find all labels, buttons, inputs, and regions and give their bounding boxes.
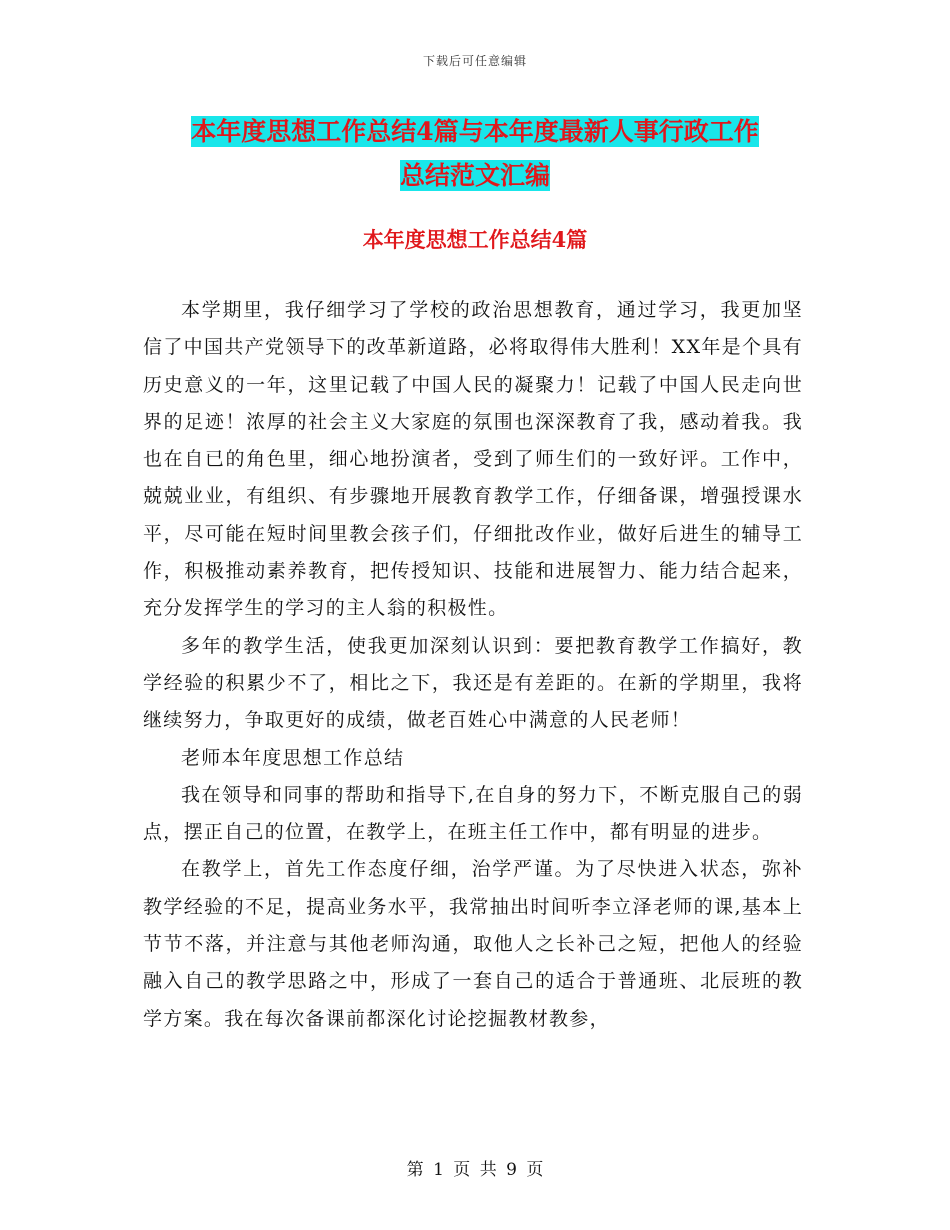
section-title: 本年度思想工作总结4篇 <box>362 227 588 252</box>
document-title-line-1: 本年度思想工作总结4篇与本年度最新人事行政工作 <box>191 117 759 146</box>
document-title <box>0 110 950 198</box>
document-body <box>143 292 803 1038</box>
paragraph: 多年的教学生活，使我更加深刻认识到：要把教育教学工作搞好，教学经验的积累少不了，相比之下，我还是有差距的。在新的学期里，我将继续努力，争取更好的成绩，做老百姓心中满意的人民老师！ <box>143 634 803 732</box>
paragraph: 本学期里，我仔细学习了学校的政治思想教育，通过学习，我更加坚信了中国共产党领导下的改革新道路，必将取得伟大胜利！XX年是个具有历史意义的一年，这里记载了中国人民的凝聚力！记载了中国人民走向世界的足迹！浓厚的社会主义大家庭的氛围也深深教育了我，感动着我。我也在自已的角色里，细心地扮演者，受到了师生们的一致好评。工作中，兢兢业业，有组织、有步骤地开展教育教学工作，仔细备课，增强授课水平，尽可能在短时间里教会孩子们，仔细批改作业，做好后进生的辅导工作，积极推动素养教育，把传授知识、技能和进展智力、能力结合起来，充分发挥学生的学习的主人翁的积极性。 <box>143 299 803 620</box>
paragraph: 在教学上，首先工作态度仔细，治学严谨。为了尽快进入状态，弥补教学经验的不足，提高业务水平，我常抽出时间听李立泽老师的课,基本上节节不落，并注意与其他老师沟通，取他人之长补己之短，把他人的经验融入自己的教学思路之中，形成了一套自己的适合于普通班、北辰班的教学方案。我在每次备课前都深化讨论挖掘教材教参， <box>143 858 803 1030</box>
subheading: 老师本年度思想工作总结 <box>181 746 405 769</box>
document-title-line-2: 总结范文汇编 <box>399 161 550 190</box>
page-number-footer: 第 1 页 共 9 页 <box>406 1160 544 1180</box>
paragraph: 我在领导和同事的帮助和指导下,在自身的努力下，不断克服自己的弱点，摆正自己的位置，在教学上，在班主任工作中，都有明显的进步。 <box>143 783 803 844</box>
header-note: 下载后可任意编辑 <box>422 54 527 68</box>
